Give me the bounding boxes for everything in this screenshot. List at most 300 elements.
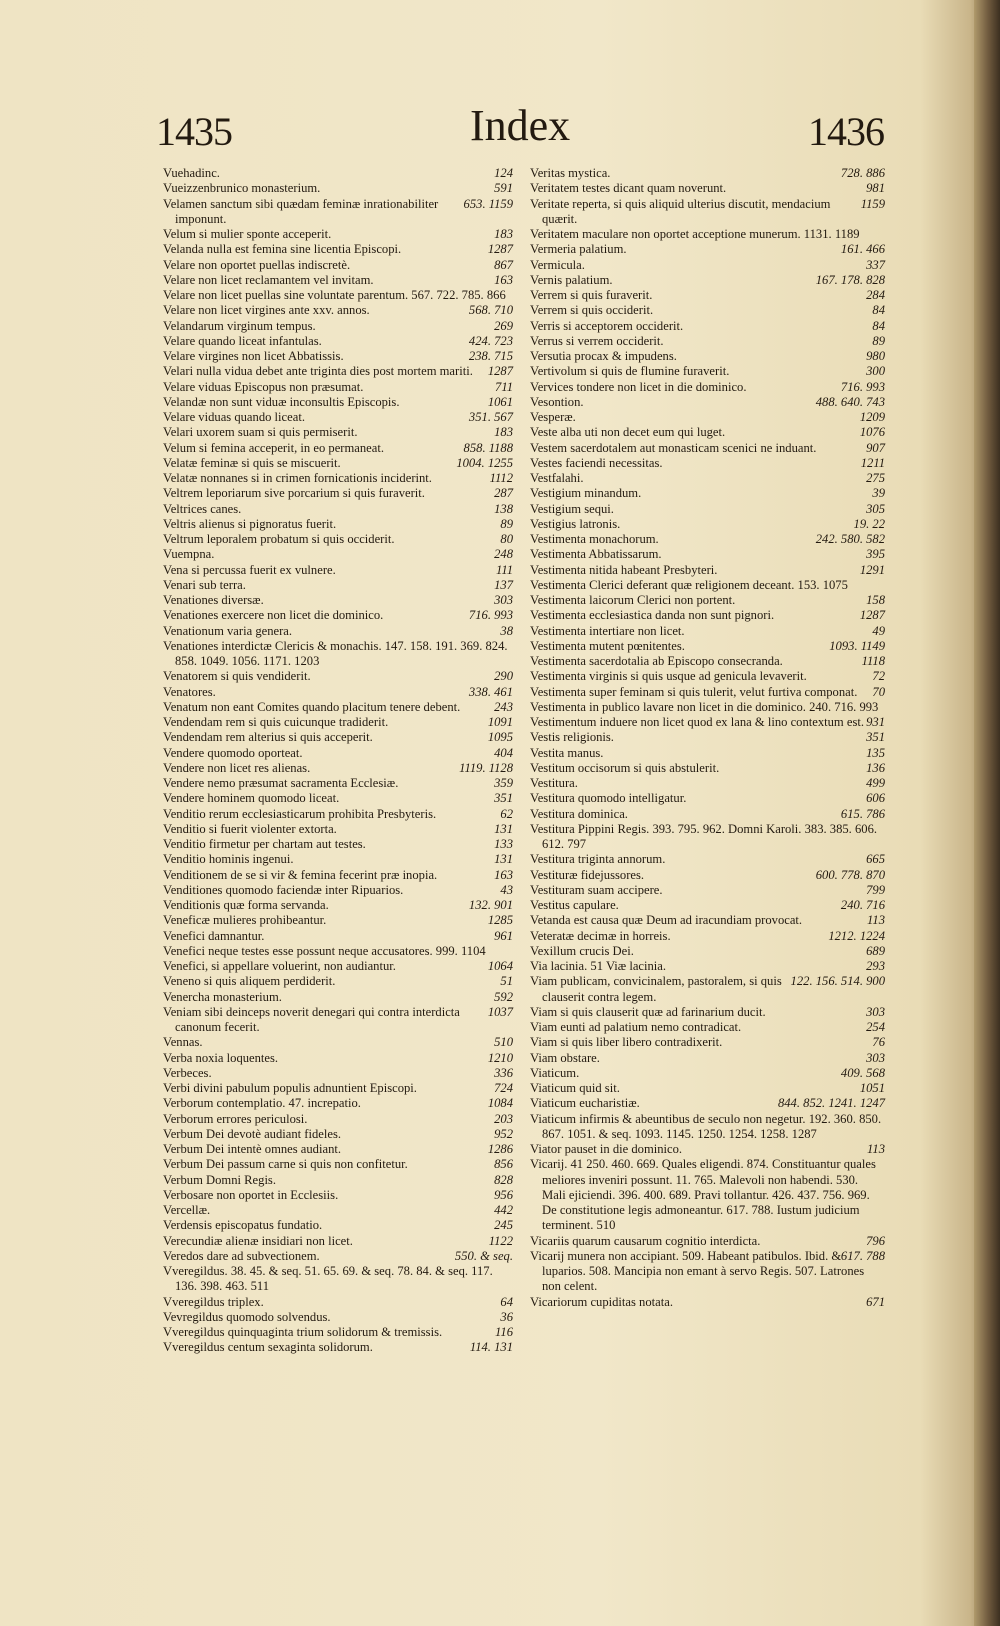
index-entry-text: Verbum Domni Regis. [163,1172,276,1187]
index-entry-locator: 303 [494,593,513,607]
index-entry [163,1310,513,1325]
index-entry-text: Vestitura quomodo intelligatur. [530,791,687,806]
index-entry-locator: 1112 [489,471,513,485]
index-entry-locator: 124 [494,166,513,180]
index-entry-locator: 1209 [859,410,885,424]
index-entry-locator: 338. 461 [468,684,513,699]
index-entry-locator: 38 [500,623,513,638]
index-entry-locator: 1091 [487,715,513,729]
index-entry-text: Vevregildus quomodo solvendus. [163,1309,331,1324]
index-entry [530,532,885,547]
index-entry [530,791,885,806]
index-entry-locator: 84 [872,318,885,333]
index-entry [163,441,513,456]
index-entry-locator: 1286 [487,1142,513,1156]
index-entry [163,944,513,959]
index-entry [530,639,885,654]
index-entry [530,441,885,456]
index-entry-text: Verrus si verrem occiderit. [530,333,664,348]
index-entry-text: Vuehadinc. [163,166,220,180]
index-entry [163,1066,513,1081]
index-entry-locator: 336 [494,1065,513,1080]
index-entry-text: Vestimenta laicorum Clerici non portent. [530,593,736,607]
index-entry [530,883,885,898]
index-entry [530,700,885,715]
index-entry-locator: 1119. 1128 [459,760,513,775]
index-entry [163,1005,513,1036]
index-entry-text: Veredos dare ad subvectionem. [163,1248,320,1263]
index-entry [530,944,885,959]
index-entry-text: Verbi divini pabulum populis adnuntient Episcopi. [163,1081,417,1095]
index-entry [163,471,513,486]
index-entry-locator: 80 [500,532,513,546]
index-column-right [530,166,885,1310]
index-entry-locator: 1287 [859,608,885,623]
index-entry-text: Viam si quis liber libero contradixerit. [530,1035,723,1050]
index-entry [163,1249,513,1264]
index-entry-text: Veltris alienus si pignoratus fuerit. [163,516,337,531]
index-entry [163,685,513,700]
index-entry-locator: 981 [866,181,885,196]
index-entry-locator: 828 [494,1172,513,1187]
index-entry [163,425,513,440]
index-entry-locator: 49 [872,623,885,638]
index-entry [163,639,513,670]
index-entry-text: Veltrices canes. [163,501,242,516]
index-entry-locator: 716. 993 [840,379,885,394]
index-entry-text: Vicarij. 41 250. 460. 669. Quales eligendi. 874. Constituantur quales meliores inveniri possunt. 11. 765. Malevoli non habendi. 530. Mali ejiciendi. 396. 400. 689. Pravi tollantur. 426. 437. 756. 969. De constitutione legis admoneantur. 617. 788. Iustum judicium terminent. 510 [530,1157,876,1233]
index-entry [163,288,513,303]
index-entry-locator: 961 [494,928,513,943]
index-entry [163,1173,513,1188]
index-entry-locator: 243 [494,699,513,714]
index-entry-text: Velamen sanctum sibi quædam feminæ inrationabiliter imponunt. [163,196,439,226]
index-entry-locator: 1051 [859,1081,885,1095]
index-entry-text: Viaticum quid sit. [530,1081,620,1095]
index-entry-locator: 395 [866,547,885,562]
index-entry-locator: 1285 [487,913,513,928]
index-entry-locator: 844. 852. 1241. 1247 [777,1096,885,1111]
index-entry-locator: 122. 156. 514. 900 [790,974,885,989]
index-entry-text: Viam obstare. [530,1050,600,1065]
index-entry-text: Venditionem de se si vir & femina fecerint præ inopia. [163,867,438,882]
index-entry-locator: 1122 [488,1233,513,1248]
index-entry [163,608,513,623]
index-entry-locator: 931 [866,715,885,729]
index-entry-text: Vestimenta virginis si quis usque ad genicula levaverit. [530,669,807,684]
index-entry [530,166,885,181]
index-entry-locator: 724 [494,1081,513,1095]
index-entry-text: Venditio hominis ingenui. [163,852,294,867]
index-entry [530,654,885,669]
index-entry-locator: 131 [494,821,513,836]
index-entry [530,425,885,440]
index-entry-locator: 1095 [487,730,513,745]
index-entry-locator: 36 [500,1309,513,1324]
index-entry [163,822,513,837]
index-entry-text: Viaticum. [530,1065,580,1080]
index-entry [530,1142,885,1157]
index-entry-locator: 39 [872,486,885,501]
index-entry-text: Vendere hominem quomodo liceat. [163,791,340,806]
index-entry-text: Velare non licet virgines ante xxv. annos. [163,303,370,318]
index-entry-text: Verbum Dei passum carne si quis non confitetur. [163,1157,408,1172]
index-entry-locator: 1159 [860,196,885,211]
index-entry-locator: 116 [495,1325,513,1339]
index-entry-locator: 606 [866,791,885,806]
index-entry-text: Viam si quis clauserit quæ ad farinarium ducit. [530,1004,766,1019]
index-entry-locator: 1287 [487,242,513,257]
index-entry [163,1340,513,1355]
index-entry [163,1325,513,1340]
index-entry-text: Verbeces. [163,1065,212,1080]
index-entry-text: Verborum errores periculosi. [163,1111,308,1126]
index-entry-locator: 203 [494,1111,513,1126]
index-entry-locator: 303 [866,1050,885,1065]
index-entry-text: Viaticum eucharistiæ. [530,1096,640,1111]
index-entry-locator: 131 [494,852,513,867]
index-entry-locator: 1212. 1224 [828,928,885,943]
index-entry-locator: 89 [500,516,513,531]
index-entry-locator: 240. 716 [840,898,885,912]
index-entry [163,974,513,989]
index-entry [163,1081,513,1096]
index-entry-locator: 290 [494,669,513,684]
index-entry [530,1112,885,1143]
index-entry-locator: 351. 567 [468,410,513,424]
index-entry [530,715,885,730]
index-entry [530,1005,885,1020]
index-entry [163,166,513,181]
index-entry-text: Vveregildus centum sexaginta solidorum. [163,1340,373,1355]
index-entry-locator: 615. 786 [840,806,885,821]
index-entry [530,303,885,318]
index-entry-text: Vestimenta Clerici deferant quæ religionem deceant. 153. 1075 [530,577,848,592]
index-entry-text: Velare virgines non licet Abbatissis. [163,349,344,363]
index-entry-text: Vestituram suam accipere. [530,882,663,897]
index-entry-locator: 135 [866,745,885,760]
index-entry [530,547,885,562]
index-entry [530,913,885,928]
index-entry-locator: 163 [494,272,513,287]
index-entry [163,1203,513,1218]
index-entry-text: Vetanda est causa quæ Deum ad iracundiam provocat. [530,913,803,928]
index-entry [530,608,885,623]
index-entry-text: Verdensis episcopatus fundatio. [163,1218,323,1233]
index-entry-text: Venationes diversæ. [163,593,264,607]
index-entry-text: Veritatem maculare non oportet acceptione munerum. 1131. 1189 [530,227,860,241]
index-entry-locator: 293 [866,959,885,973]
index-entry-text: Via lacinia. 51 Viæ lacinia. [530,959,667,973]
index-entry-text: Vestituræ fidejussores. [530,867,645,882]
index-entry [530,410,885,425]
index-entry [163,593,513,608]
index-entry-text: Venditionis quæ forma servanda. [163,898,329,912]
index-entry-text: Vermicula. [530,257,585,272]
index-entry-locator: 113 [867,1142,885,1156]
index-entry [530,898,885,913]
index-entry-locator: 716. 993 [468,608,513,623]
index-entry-text: Vertivolum si quis de flumine furaverit. [530,364,730,379]
index-entry-locator: 300 [866,364,885,379]
index-entry-text: Velare non oportet puellas indiscretè. [163,257,351,272]
index-entry-text: Vendere non licet res alienas. [163,760,311,775]
index-entry-text: Veltrem leporiarum sive porcarium si quis furaverit. [163,486,425,501]
index-entry [530,227,885,242]
index-entry-text: Venefici damnantur. [163,928,265,943]
index-entry [530,1234,885,1249]
index-entry [530,929,885,944]
index-entry-locator: 303 [866,1004,885,1019]
index-entry-text: Venatum non eant Comites quando placitum tenere debent. [163,699,461,714]
index-entry-locator: 856 [494,1157,513,1172]
index-entry [163,532,513,547]
index-entry [163,273,513,288]
index-entry-text: Vestitura triginta annorum. [530,852,666,867]
index-entry-locator: 167. 178. 828 [815,272,885,287]
index-entry [163,410,513,425]
index-entry [163,1051,513,1066]
index-entry-locator: 711 [495,379,513,394]
index-entry [163,517,513,532]
index-entry [163,1188,513,1203]
index-entry-locator: 592 [494,989,513,1004]
index-entry [163,349,513,364]
index-entry-text: Vestimenta Abbatissarum. [530,547,662,562]
index-entry-text: Vveregildus quinquaginta trium solidorum & tremissis. [163,1325,443,1339]
index-entry [163,1112,513,1127]
index-entry [530,1295,885,1310]
index-entry [530,1157,885,1233]
index-entry-text: Venditio si fuerit violenter extorta. [163,821,337,836]
index-entry-text: Venercha monasterium. [163,989,282,1004]
index-entry [163,227,513,242]
index-entry-locator: 183 [494,227,513,241]
index-entry-text: Vicarij munera non accipiant. 509. Habeant patibulos. Ibid. & luparios. 508. Mancipia non emant à servo Regis. 507. Latrones non celent. [530,1248,865,1294]
index-entry-text: Verrem si quis furaverit. [530,288,653,302]
index-entry-text: Vernis palatium. [530,272,613,287]
index-entry-text: Velandarum virginum tempus. [163,318,316,333]
index-entry-locator: 132. 901 [468,898,513,912]
index-entry-locator: 442 [494,1203,513,1217]
index-entry-text: Viam publicam, convicinalem, pastoralem, si quis clauserit contra legem. [530,974,782,1004]
index-entry-text: Veritatem testes dicant quam noverunt. [530,181,727,196]
index-entry-locator: 980 [866,349,885,363]
index-entry [163,669,513,684]
index-entry [163,258,513,273]
index-entry-text: Versutia procax & impudens. [530,349,677,363]
index-entry [530,181,885,196]
index-entry [163,990,513,1005]
page-number-right: 1436 [808,109,884,154]
index-entry [163,929,513,944]
index-entry-text: Vveregildus. 38. 45. & seq. 51. 65. 69. & seq. 78. 84. & seq. 117. 136. 398. 463. 511 [163,1264,493,1294]
index-entry-text: Velatæ nonnanes si in crimen fornicationis inciderint. [163,471,432,485]
index-entry-locator: 89 [872,333,885,348]
index-entry-locator: 161. 466 [840,242,885,257]
index-entry [163,1157,513,1172]
index-entry [163,959,513,974]
index-entry [163,303,513,318]
index-entry-text: Venari sub terra. [163,577,246,592]
index-entry-locator: 137 [494,577,513,592]
index-entry [530,456,885,471]
index-entry-text: Vervices tondere non licet in die dominico. [530,379,747,394]
index-entry [163,868,513,883]
index-entry [163,319,513,334]
index-entry-locator: 51 [500,974,513,989]
index-entry-text: Venefici neque testes esse possunt neque accusatores. 999. 1104 [163,943,486,958]
index-entry-locator: 76 [872,1035,885,1050]
index-entry-text: Venationum varia genera. [163,623,293,638]
index-entry-text: Vestigium sequi. [530,501,614,516]
index-entry-locator: 424. 723 [468,333,513,348]
index-entry-locator: 1118 [861,654,885,668]
index-entry [163,1096,513,1111]
index-entry-locator: 242. 580. 582 [815,532,885,546]
index-entry-text: Vicariorum cupiditas notata. [530,1294,673,1309]
index-entry-text: Veste alba uti non decet eum qui luget. [530,425,726,440]
index-entry [163,1142,513,1157]
index-entry [530,1249,885,1295]
index-entry-text: Vexillum crucis Dei. [530,943,634,958]
index-entry-locator: 64 [500,1294,513,1309]
index-entry [163,197,513,228]
index-entry [530,471,885,486]
index-entry [163,776,513,791]
index-entry [530,273,885,288]
index-entry-text: Velum si femina acceperit, in eo permaneat. [163,440,384,455]
index-entry-text: Vestimentum induere non licet quod ex lana & lino contextum est. [530,715,865,729]
index-entry-locator: 728. 886 [840,166,885,180]
index-entry-text: Vestitus capulare. [530,898,619,912]
index-entry-text: Venatorem si quis vendiderit. [163,669,311,684]
index-entry [530,852,885,867]
index-entry-locator: 238. 715 [468,349,513,363]
index-entry-text: Vendere nemo præsumat sacramenta Ecclesiæ. [163,776,399,790]
index-entry [530,1020,885,1035]
index-entry-locator: 337 [866,257,885,272]
index-entry [163,624,513,639]
index-entry-locator: 275 [866,471,885,485]
index-entry [530,974,885,1005]
index-entry [530,1081,885,1096]
index-entry-locator: 510 [494,1035,513,1050]
index-entry-locator: 1211 [860,455,885,470]
index-entry [163,883,513,898]
index-entry-text: Vestitura Pippini Regis. 393. 795. 962. Domni Karoli. 383. 385. 606. 612. 797 [530,821,878,851]
index-entry [530,669,885,684]
index-entry-text: Velare quando liceat infantulas. [163,333,322,348]
index-entry-locator: 858. 1188 [463,440,513,455]
index-entry [163,578,513,593]
index-entry [163,364,513,379]
index-entry-text: Vestimenta in publico lavare non licet in die dominico. 240. 716. 993 [530,699,879,714]
index-entry-locator: 136 [866,760,885,775]
index-entry-locator: 305 [866,501,885,516]
index-entry-text: Vestigium minandum. [530,486,642,501]
index-entry-text: Vestitum occisorum si quis abstulerit. [530,760,720,775]
index-entry [530,776,885,791]
index-entry [163,1264,513,1295]
index-entry [163,1234,513,1249]
index-entry-text: Velare non licet reclamantem vel invitam. [163,272,374,287]
index-entry-locator: 351 [494,791,513,806]
index-entry [530,349,885,364]
index-entry [163,547,513,562]
index-entry-locator: 43 [500,882,513,897]
index-entry-locator: 665 [866,852,885,867]
index-entry [163,395,513,410]
index-entry-locator: 409. 568 [840,1065,885,1080]
index-entry [163,837,513,852]
index-entry-locator: 1291 [859,562,885,577]
index-entry-text: Vestimenta sacerdotalia ab Episcopo consecranda. [530,654,783,668]
index-entry-text: Vueizzenbrunico monasterium. [163,181,321,196]
index-entry [163,456,513,471]
index-entry-text: Velari nulla vidua debet ante triginta dies post mortem mariti. [163,364,473,379]
index-entry [530,593,885,608]
index-entry-text: Viaticum infirmis & abeuntibus de seculo non negetur. 192. 360. 850. 867. 1051. & seq. 1093. 1145. 1250. 1254. 1258. 1287 [530,1111,882,1141]
index-entry-locator: 907 [866,440,885,455]
index-entry-locator: 284 [866,288,885,302]
index-entry [530,242,885,257]
index-entry-text: Vestitura. [530,776,578,790]
index-entry [530,822,885,853]
index-entry-text: Vestfalahi. [530,471,584,485]
index-entry-locator: 111 [495,562,513,577]
index-entry [530,517,885,532]
page-number-left: 1435 [156,109,232,154]
index-entry-text: Vendendam rem alterius si quis acceperit. [163,730,373,745]
index-entry [530,258,885,273]
index-entry [530,288,885,303]
index-entry-text: Verbosare non oportet in Ecclesiis. [163,1187,339,1202]
index-entry-text: Velari uxorem suam si quis permiserit. [163,425,358,440]
index-entry-text: Vennas. [163,1035,203,1050]
index-entry-locator: 796 [866,1233,885,1248]
index-entry [530,1066,885,1081]
index-entry-text: Vuempna. [163,547,215,562]
index-entry [530,807,885,822]
index-entry-text: Verbum Dei intentè omnes audiant. [163,1142,342,1156]
index-column-left [163,166,513,1356]
index-entry [163,563,513,578]
index-entry-text: Velare viduas quando liceat. [163,410,305,424]
index-entry-text: Vestimenta mutent pœnitentes. [530,638,685,653]
index-entry [530,486,885,501]
index-entry-locator: 499 [866,776,885,790]
index-entry [530,746,885,761]
index-entry-text: Venefici, si appellare voluerint, non audiantur. [163,959,396,973]
running-head: Index [470,101,571,150]
index-entry-text: Vestimenta intertiare non licet. [530,623,685,638]
index-entry-text: Vestem sacerdotalem aut monasticam scenici ne induant. [530,440,817,455]
index-entry-locator: 1093. 1149 [829,638,885,653]
index-entry-text: Vena si percussa fuerit ex vulnere. [163,562,336,577]
index-entry-locator: 245 [494,1218,513,1233]
index-entry [163,807,513,822]
index-entry [163,730,513,745]
index-entry [163,761,513,776]
index-entry-locator: 62 [500,806,513,821]
index-entry-locator: 956 [494,1187,513,1202]
index-entry-text: Vestimenta nitida habeant Presbyteri. [530,562,718,577]
index-entry-locator: 163 [494,867,513,882]
index-entry-locator: 84 [872,303,885,318]
index-entry-text: Vermeria palatium. [530,242,627,257]
index-entry-locator: 1004. 1255 [456,455,513,470]
